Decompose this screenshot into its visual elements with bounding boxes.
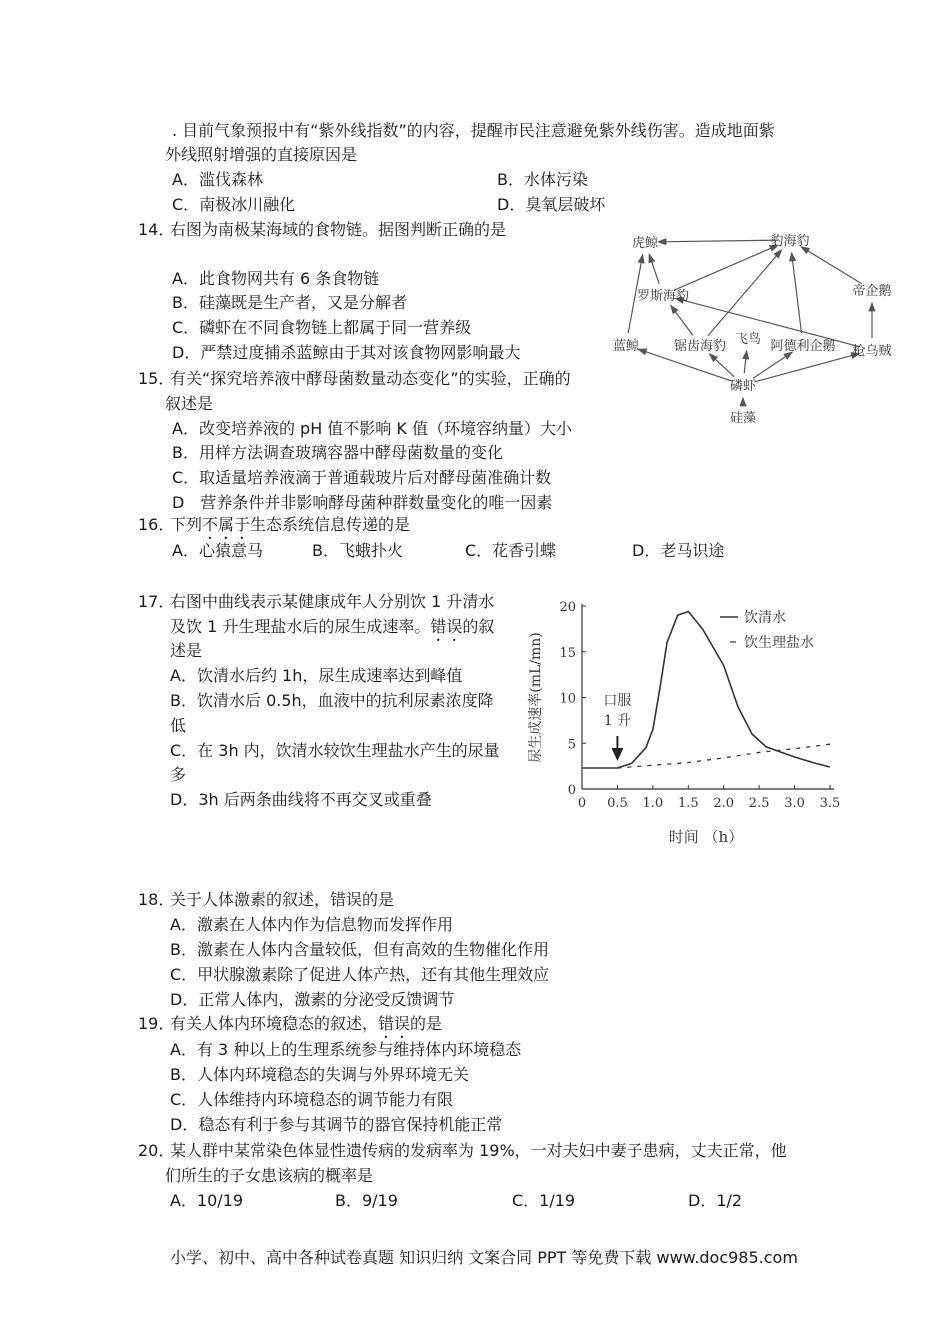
food-web-node-emperor_penguin: 帝企鹅: [852, 284, 892, 299]
q17-option-c: C．在 3h 内，饮清水较饮生理盐水产生的尿量: [170, 741, 500, 760]
q20-stem-2: 们所生的子女患该病的概率是: [165, 1166, 374, 1185]
x-tick-label: 3.0: [784, 796, 805, 811]
q16-option-a: A．心猿意马: [172, 541, 263, 560]
food-web-arrow-krill-to-squid: [755, 353, 860, 381]
q13-option-a: A．滥伐森林: [172, 170, 263, 189]
food-web-node-ross_seal: 罗斯海豹: [636, 289, 690, 304]
food-web-node-leopard_seal: 豹海豹: [770, 234, 810, 249]
q19-number: 19．: [138, 1014, 175, 1033]
food-web-node-squid: 枪乌贼: [852, 344, 892, 359]
q19-stem-pre: 有关人体内环境稳态的叙述，: [170, 1014, 379, 1033]
q17-option-b: B．饮清水后 0.5h，血液中的抗利尿素浓度降: [170, 691, 494, 710]
q13-option-c: C．南极冰川融化: [172, 195, 296, 214]
q19-stem: [170, 1014, 442, 1042]
q17-option-a: A．饮清水后约 1h，尿生成速率达到峰值: [170, 666, 463, 685]
y-tick-label: 10: [559, 691, 576, 707]
q16-number: 16．: [138, 515, 175, 534]
food-web-arrow-krill-to-crabeater_seal: [710, 354, 735, 377]
q20-option-c: C．1/19: [512, 1191, 576, 1210]
q19-option-d: D．稳态有利于参与其调节的器官保持机能正常: [170, 1115, 503, 1134]
q14-option-b: B．硅藻既是生产者，又是分解者: [172, 293, 407, 312]
q16-stem-pre: 下列: [170, 515, 203, 534]
legend-clear-water: 饮清水: [744, 610, 786, 626]
q15-stem-2: 叙述是: [165, 394, 214, 413]
q18-option-b: B．激素在人体内含量较低，但有高效的生物催化作用: [170, 940, 549, 959]
y-tick-label: 5: [567, 737, 576, 753]
urine-rate-chart: [520, 590, 850, 850]
q18-number: 18．: [138, 890, 175, 909]
q16-option-d: D．老马识途: [632, 541, 725, 560]
q15-option-b: B．用样方法调查玻璃容器中酵母菌数量的变化: [172, 443, 503, 462]
q16-option-c: C．花香引蝶: [465, 541, 557, 560]
q18-option-a: A．激素在人体内作为信息物而发挥作用: [170, 915, 453, 934]
y-tick-label: 15: [559, 645, 576, 661]
q20-stem-1: 某人群中某常染色体显性遗传病的发病率为 19%，一对夫妇中妻子患病，丈夫正常，他: [170, 1141, 787, 1160]
q18-option-c: C．甲状腺激素除了促进人体产热，还有其他生理效应: [170, 965, 550, 984]
q14-stem: 右图为南极某海域的食物链。据图判断正确的是: [170, 220, 507, 239]
q17-stem-2: [170, 617, 494, 645]
q20-option-a: A．10/19: [170, 1191, 244, 1210]
q16-emphasis: 不属于: [202, 515, 251, 534]
x-tick-label: 2.5: [748, 796, 770, 811]
q17-stem-1: 右图中曲线表示某健康成年人分别饮 1 升清水: [170, 592, 495, 611]
q19-option-a: A．有 3 种以上的生理系统参与维持体内环境稳态: [170, 1040, 522, 1059]
q14-option-c: C．磷虾在不同食物链上都属于同一营养级: [172, 318, 472, 337]
footer-link-text[interactable]: 小学、初中、高中各种试卷真题 知识归纳 文案合同 PPT 等免费下载 www.doc985.com: [170, 1248, 798, 1267]
y-axis-label: 尿生成速率(mL/mn): [528, 632, 544, 763]
food-web-arrow-leopard_seal-to-orca: [658, 240, 778, 242]
q20-option-d: D．1/2: [688, 1191, 743, 1210]
food-web-node-adelie_penguin: 阿德利企鹅: [770, 339, 836, 354]
food-web-diagram: [600, 220, 910, 430]
annotation-arrow-icon: [611, 748, 623, 761]
y-tick-label: 20: [559, 600, 576, 615]
q17-option-c-cont: 多: [170, 765, 187, 784]
q20-number: 20．: [138, 1141, 175, 1160]
q17-option-b-cont: 低: [170, 716, 187, 735]
q13-stem-2: 外线照射增强的直接原因是: [165, 145, 358, 164]
food-web-node-krill: 磷虾: [729, 379, 757, 394]
x-tick-label: 3.5: [819, 796, 841, 811]
q18-stem: 关于人体激素的叙述，错误的是: [170, 890, 395, 909]
q16-stem-post: 生态系统信息传递的是: [250, 515, 411, 534]
x-tick-label: 1.5: [677, 796, 699, 811]
y-tick-label: 0: [567, 783, 576, 798]
q20-option-b: B．9/19: [335, 1191, 398, 1210]
series-line-saline: [617, 744, 830, 768]
annotation-oral-2: 1 升: [603, 713, 632, 729]
q14-option-d: D．严禁过度捕杀蓝鲸由于其对该食物网影响最大: [172, 343, 521, 362]
food-web-node-diatom: 硅藻: [729, 411, 757, 426]
food-web-arrow-krill-to-adelie_penguin: [753, 352, 792, 378]
x-axis-label: 时间 （h）: [668, 828, 744, 846]
q17-emphasis: 错误: [430, 617, 463, 636]
food-web-node-blue_whale: 蓝鲸: [612, 339, 640, 354]
food-web-arrow-crabeater_seal-to-ross_seal: [671, 305, 693, 335]
q19-emphasis: 错误: [378, 1014, 411, 1033]
annotation-oral-1: 口服: [603, 693, 632, 709]
q17-option-d: D．3h 后两条曲线将不再交叉或重叠: [170, 790, 432, 809]
q15-number: 15．: [138, 369, 175, 388]
q19-option-b: B．人体内环境稳态的失调与外界环境无关: [170, 1065, 469, 1084]
x-tick-label: 2.0: [713, 796, 735, 811]
q16-option-b: B．飞蛾扑火: [312, 541, 403, 560]
q15-option-d: D 营养条件并非影响酵母菌种群数量变化的唯一因素: [172, 493, 553, 512]
x-tick-label: 0.5: [607, 796, 628, 811]
x-tick-label: 1.0: [642, 796, 664, 811]
q14-option-a: A．此食物网共有 6 条食物链: [172, 269, 380, 288]
q17-stem-2a: 及饮 1 升生理盐水后的尿生成速率。: [170, 617, 431, 636]
q14-number: 14．: [138, 220, 175, 239]
food-web-node-bird: 飞鸟: [734, 332, 762, 347]
food-web-arrow-krill-to-bird: [744, 351, 746, 373]
q15-option-a: A．改变培养液的 pH 值不影响 K 值（环境容纳量）大小: [172, 419, 572, 438]
q13-stem-1: . 目前气象预报中有“紫外线指数”的内容，提醒市民注意避免紫外线伤害。造成地面紫: [172, 121, 775, 140]
x-tick-label: 0: [577, 796, 587, 811]
food-web-arrow-ross_seal-to-leopard_seal: [674, 245, 778, 290]
q16-stem: [170, 515, 410, 543]
q13-option-d: D．臭氧层破坏: [497, 195, 606, 214]
food-web-node-crabeater_seal: 锯齿海豹: [673, 339, 727, 354]
legend-saline: 饮生理盐水: [744, 635, 814, 651]
q17-number: 17．: [138, 592, 175, 611]
q17-stem-2b: 的叙: [462, 617, 495, 636]
q19-stem-post: 的是: [410, 1014, 443, 1033]
food-web-arrow-adelie_penguin-to-leopard_seal: [792, 253, 802, 333]
q15-option-c: C．取适量培养液滴于普通载玻片后对酵母菌准确计数: [172, 468, 552, 487]
q19-option-c: C．人体维持内环境稳态的调节能力有限: [170, 1090, 454, 1109]
q17-stem-3: 述是: [170, 641, 203, 660]
food-web-arrow-ross_seal-to-orca: [649, 254, 659, 283]
food-web-arrow-emperor_penguin-to-leopard_seal: [801, 247, 862, 284]
q18-option-d: D．正常人体内，激素的分泌受反馈调节: [170, 990, 455, 1009]
food-web-node-orca: 虎鲸: [631, 236, 659, 251]
q15-stem-1: 有关“探究培养液中酵母菌数量动态变化”的实验，正确的: [170, 369, 571, 388]
q13-option-b: B．水体污染: [497, 170, 588, 189]
